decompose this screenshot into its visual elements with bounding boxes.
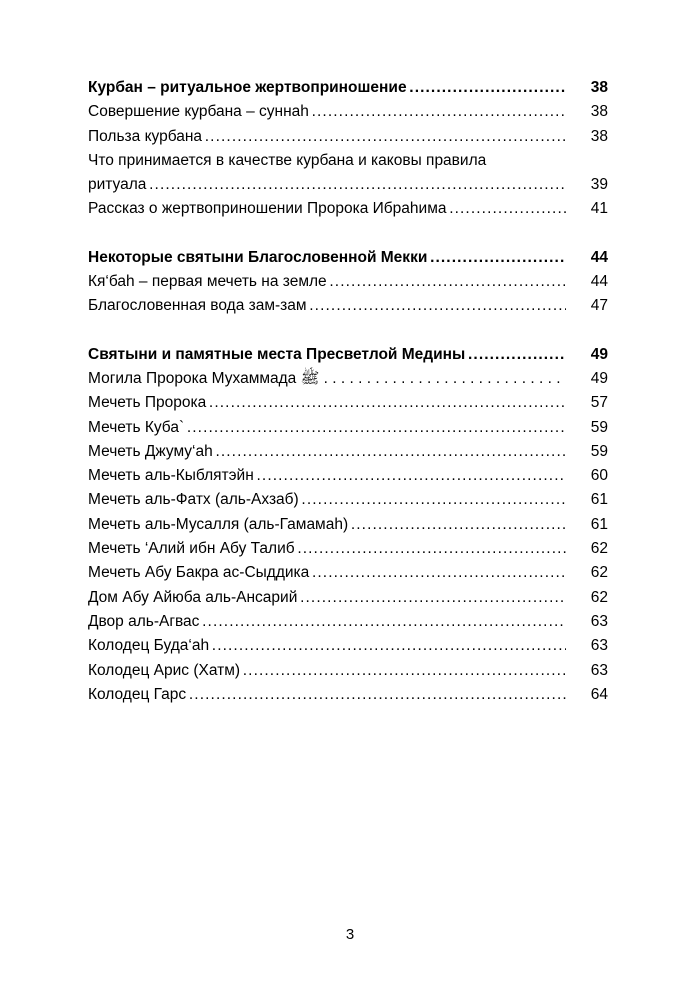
toc-entry[interactable] <box>88 76 608 100</box>
toc-entry-page: 47 <box>590 297 608 315</box>
toc-entry-page: 61 <box>590 491 608 509</box>
page-number: 3 <box>345 926 355 943</box>
toc-entry-page: 62 <box>590 564 608 582</box>
toc-entry-title: Мечеть Куба` . . . <box>88 416 566 440</box>
toc-entry[interactable] <box>88 416 608 440</box>
toc-entry[interactable] <box>88 149 608 173</box>
toc-entry-page: 38 <box>590 127 608 145</box>
toc-entry[interactable] <box>88 561 608 585</box>
toc-entry[interactable] <box>88 270 608 294</box>
toc-entry[interactable] <box>88 197 608 221</box>
toc-entry-title: Колодец Арис (Хатм) . . . <box>88 659 566 683</box>
toc-entry-page: 57 <box>590 394 608 412</box>
toc-entry-page: 63 <box>590 637 608 655</box>
toc-entry-page: 49 <box>590 345 608 363</box>
toc-entry-page: 63 <box>590 661 608 679</box>
toc-entry-title: Мечеть Абу Бакра ас-Сыддика . . . <box>88 561 566 585</box>
toc-entry[interactable] <box>88 343 608 367</box>
toc-entry-page: 44 <box>590 273 608 291</box>
toc-entry[interactable] <box>88 537 608 561</box>
toc-entry-page: 44 <box>590 248 608 266</box>
table-of-contents <box>88 76 608 707</box>
toc-entry-page: 61 <box>590 515 608 533</box>
toc-section <box>88 343 608 707</box>
toc-entry[interactable] <box>88 659 608 683</box>
toc-entry[interactable] <box>88 634 608 658</box>
toc-entry-title: Мечеть ‘Алий ибн Абу Талиб . . . <box>88 537 566 561</box>
toc-entry[interactable] <box>88 100 608 124</box>
section-gap <box>88 222 608 246</box>
toc-entry-title: Мечеть аль-Фатх (аль-Ахзаб) . . . <box>88 488 566 512</box>
toc-entry[interactable] <box>88 610 608 634</box>
toc-entry-title: Мечеть аль-Мусалля (аль-Гамамаh) . . . <box>88 513 566 537</box>
toc-entry-page: 59 <box>590 442 608 460</box>
toc-entry[interactable] <box>88 173 608 197</box>
toc-entry-title: Мечеть Пророка . . . <box>88 391 566 415</box>
toc-entry-page: 49 <box>590 369 608 387</box>
toc-entry-page: 41 <box>590 200 608 218</box>
toc-entry-title: Колодец Буда‘аh . . . <box>88 634 566 658</box>
toc-section <box>88 76 608 222</box>
toc-entry-title: Двор аль-Агвас . . . <box>88 610 566 634</box>
toc-entry-page: 62 <box>590 540 608 558</box>
toc-section <box>88 246 608 319</box>
toc-entry-title: Курбан – ритуальное жертвоприношение . . . <box>88 76 566 100</box>
toc-entry-title: Мечеть аль-Кыблятэйн . . . <box>88 464 566 488</box>
toc-entry[interactable] <box>88 391 608 415</box>
toc-entry-title: Рассказ о жертвоприношении Пророка Ибраhима . . . <box>88 197 566 221</box>
section-gap <box>88 319 608 343</box>
toc-entry[interactable] <box>88 464 608 488</box>
toc-entry-title: Польза курбана . . . <box>88 125 566 149</box>
toc-entry-title: Мечеть Джуму‘аh . . . <box>88 440 566 464</box>
toc-entry-title: Святыни и памятные места Пресветлой Медины . . . <box>88 343 566 367</box>
toc-entry-title: Что принимается в качестве курбана и каковы правила <box>88 151 487 169</box>
toc-entry-title: Могила Пророка Мухаммада ﷺ . . . <box>88 367 566 391</box>
toc-entry-title: Дом Абу Айюба аль-Ансарий . . . <box>88 586 566 610</box>
toc-entry-page: 63 <box>590 612 608 630</box>
toc-entry[interactable] <box>88 125 608 149</box>
toc-entry-title: Колодец Гарс . . . <box>88 683 566 707</box>
toc-entry-title: ритуала . . . <box>88 173 566 197</box>
toc-entry-page: 60 <box>590 467 608 485</box>
toc-entry-title: Кя‘баh – первая мечеть на земле . . . <box>88 270 566 294</box>
toc-entry-page: 59 <box>590 418 608 436</box>
toc-entry[interactable] <box>88 513 608 537</box>
toc-entry[interactable] <box>88 440 608 464</box>
toc-entry[interactable] <box>88 683 608 707</box>
toc-entry-page: 39 <box>590 176 608 194</box>
toc-entry-title: Совершение курбана – суннаh . . . <box>88 100 566 124</box>
toc-entry[interactable] <box>88 367 608 391</box>
toc-entry-title: Благословенная вода зам-зам . . . <box>88 294 566 318</box>
toc-entry-page: 64 <box>590 685 608 703</box>
toc-entry[interactable] <box>88 246 608 270</box>
toc-entry-page: 38 <box>590 79 608 96</box>
toc-entry[interactable] <box>88 586 608 610</box>
toc-entry[interactable] <box>88 488 608 512</box>
toc-entry-page: 62 <box>590 588 608 606</box>
toc-entry-title: Некоторые святыни Благословенной Мекки . . . <box>88 246 566 270</box>
toc-entry-page: 38 <box>590 103 608 121</box>
toc-entry[interactable] <box>88 294 608 318</box>
